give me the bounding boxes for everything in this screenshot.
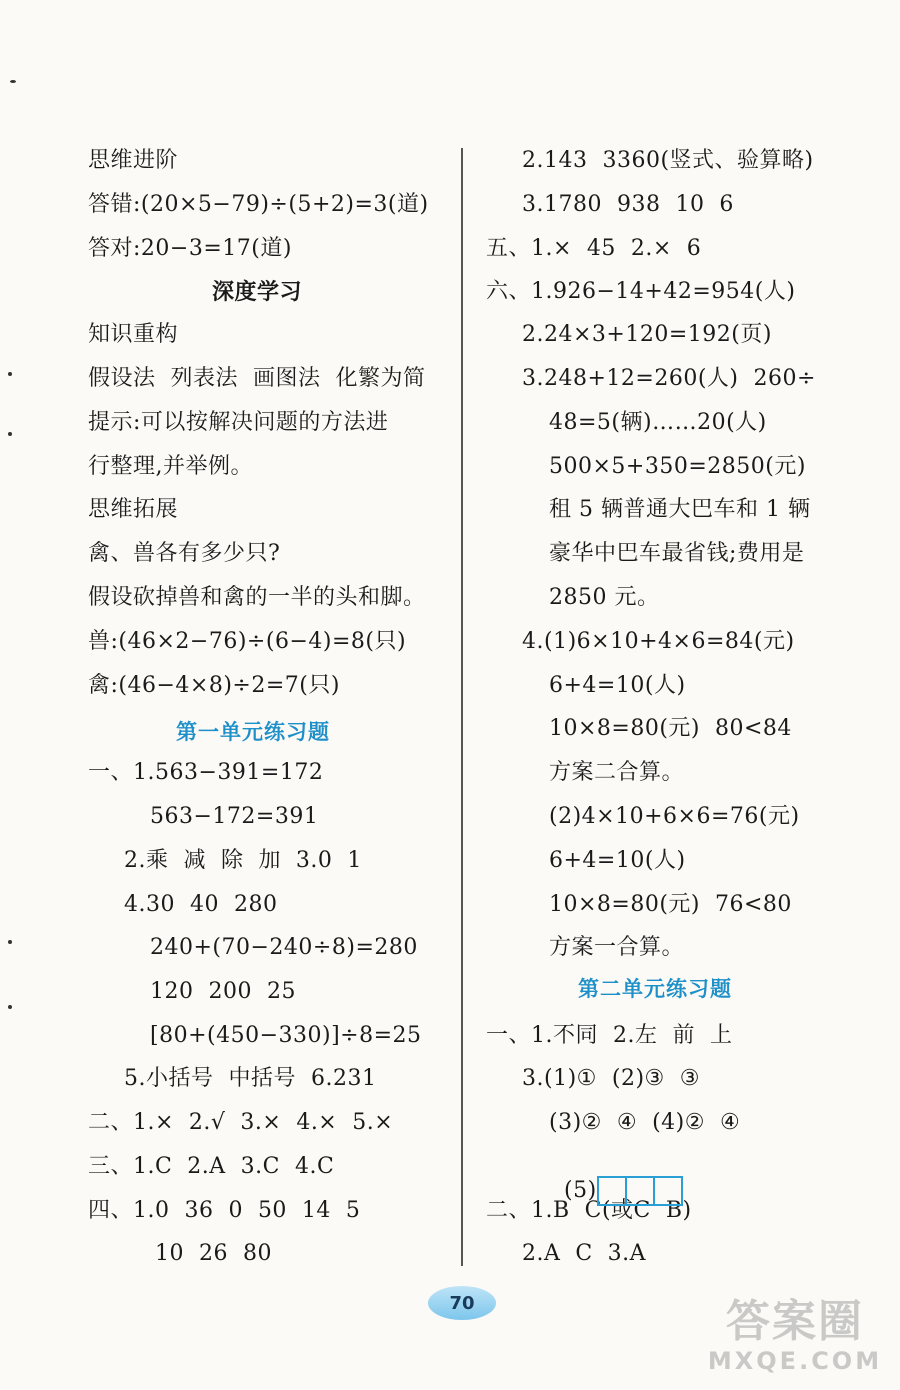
answer-line: 2.24×3+120=192(页) — [522, 322, 772, 347]
answer-line: 思维进阶 — [88, 148, 179, 173]
answer-line: 豪华中巴车最省钱;费用是 — [549, 541, 805, 566]
answer-line: 方案一合算。 — [549, 935, 685, 960]
page-number: 70 — [428, 1286, 496, 1320]
answer-line: 6+4=10(人) — [549, 673, 686, 698]
answer-line: 10 26 80 — [155, 1241, 272, 1266]
answer-line: 3.(1)① (2)③ ③ — [522, 1066, 700, 1091]
section-title-unit-1: 第一单元练习题 — [176, 720, 330, 744]
cube-boxes-figure — [599, 1176, 683, 1206]
answer-line-boxes — [549, 1146, 683, 1206]
answer-line: 500×5+350=2850(元) — [549, 454, 806, 479]
section-title-unit-2: 第二单元练习题 — [578, 977, 732, 1001]
answer-line: 深度学习 — [212, 279, 303, 305]
answer-line: 3.248+12=260(人) 260÷ — [522, 366, 816, 391]
answer-line: 四、1.0 36 0 50 14 5 — [88, 1198, 361, 1223]
answer-line: 二、1.B C(或C B) — [486, 1198, 692, 1223]
answer-line: 答错:(20×5−79)÷(5+2)=3(道) — [88, 192, 429, 217]
answer-line: 4.30 40 280 — [124, 892, 278, 917]
watermark-url: MXQE.COM — [707, 1347, 883, 1375]
answer-line: 240+(70−240÷8)=280 — [150, 935, 418, 960]
answer-line: 租 5 辆普通大巴车和 1 辆 — [549, 497, 811, 522]
answer-line: 兽:(46×2−76)÷(6−4)=8(只) — [88, 629, 407, 654]
answer-line: 5.小括号 中括号 6.231 — [124, 1066, 377, 1091]
answer-line: [80+(450−330)]÷8=25 — [150, 1023, 422, 1048]
scan-dot — [10, 80, 16, 83]
answer-line: 563−172=391 — [150, 804, 319, 829]
answer-line: 禽、兽各有多少只? — [88, 541, 281, 566]
answer-line: 假设砍掉兽和禽的一半的头和脚。 — [88, 585, 426, 610]
answer-line: (2)4×10+6×6=76(元) — [549, 804, 800, 829]
answer-line: 2.乘 减 除 加 3.0 1 — [124, 848, 362, 873]
answer-line: 六、1.926−14+42=954(人) — [486, 279, 796, 304]
answer-line: 五、1.× 45 2.× 6 — [486, 236, 702, 261]
answer-line: 答对:20−3=17(道) — [88, 236, 292, 261]
answer-line: 48=5(辆)……20(人) — [549, 410, 767, 435]
scan-dot — [8, 1005, 12, 1009]
scan-dot — [8, 372, 12, 376]
scan-dot — [8, 432, 12, 436]
answer-line: 6+4=10(人) — [549, 848, 686, 873]
answer-line: 一、1.563−391=172 — [88, 760, 324, 785]
answer-line: 三、1.C 2.A 3.C 4.C — [88, 1154, 335, 1179]
answer-line: 10×8=80(元) 76<80 — [549, 892, 792, 917]
scan-dot — [8, 940, 12, 944]
answer-label: (5) — [564, 1178, 597, 1203]
answer-line: 2850 元。 — [549, 585, 660, 610]
answer-line: 假设法 列表法 画图法 化繁为简 — [88, 366, 426, 391]
answer-line: 知识重构 — [88, 322, 179, 347]
answer-line: 2.A C 3.A — [522, 1241, 647, 1266]
answer-line: 3.1780 938 10 6 — [522, 192, 734, 217]
answer-line: 120 200 25 — [150, 979, 296, 1004]
answer-line: 4.(1)6×10+4×6=84(元) — [522, 629, 795, 654]
answer-line: 行整理,并举例。 — [88, 454, 253, 479]
column-divider — [461, 148, 463, 1266]
answer-line: (3)② ④ (4)② ④ — [549, 1110, 741, 1135]
answer-line: 提示:可以按解决问题的方法进 — [88, 410, 389, 435]
watermark-logo — [700, 1298, 890, 1384]
answer-line: 二、1.× 2.√ 3.× 4.× 5.× — [88, 1110, 394, 1135]
answer-line: 10×8=80(元) 80<84 — [549, 716, 792, 741]
answer-line: 一、1.不同 2.左 前 上 — [486, 1023, 733, 1048]
answer-line: 方案二合算。 — [549, 760, 685, 785]
answer-line: 禽:(46−4×8)÷2=7(只) — [88, 673, 340, 698]
answer-line: 思维拓展 — [88, 497, 179, 522]
watermark-text: 答案圈 — [726, 1296, 864, 1347]
answer-line: 2.143 3360(竖式、验算略) — [522, 148, 814, 173]
